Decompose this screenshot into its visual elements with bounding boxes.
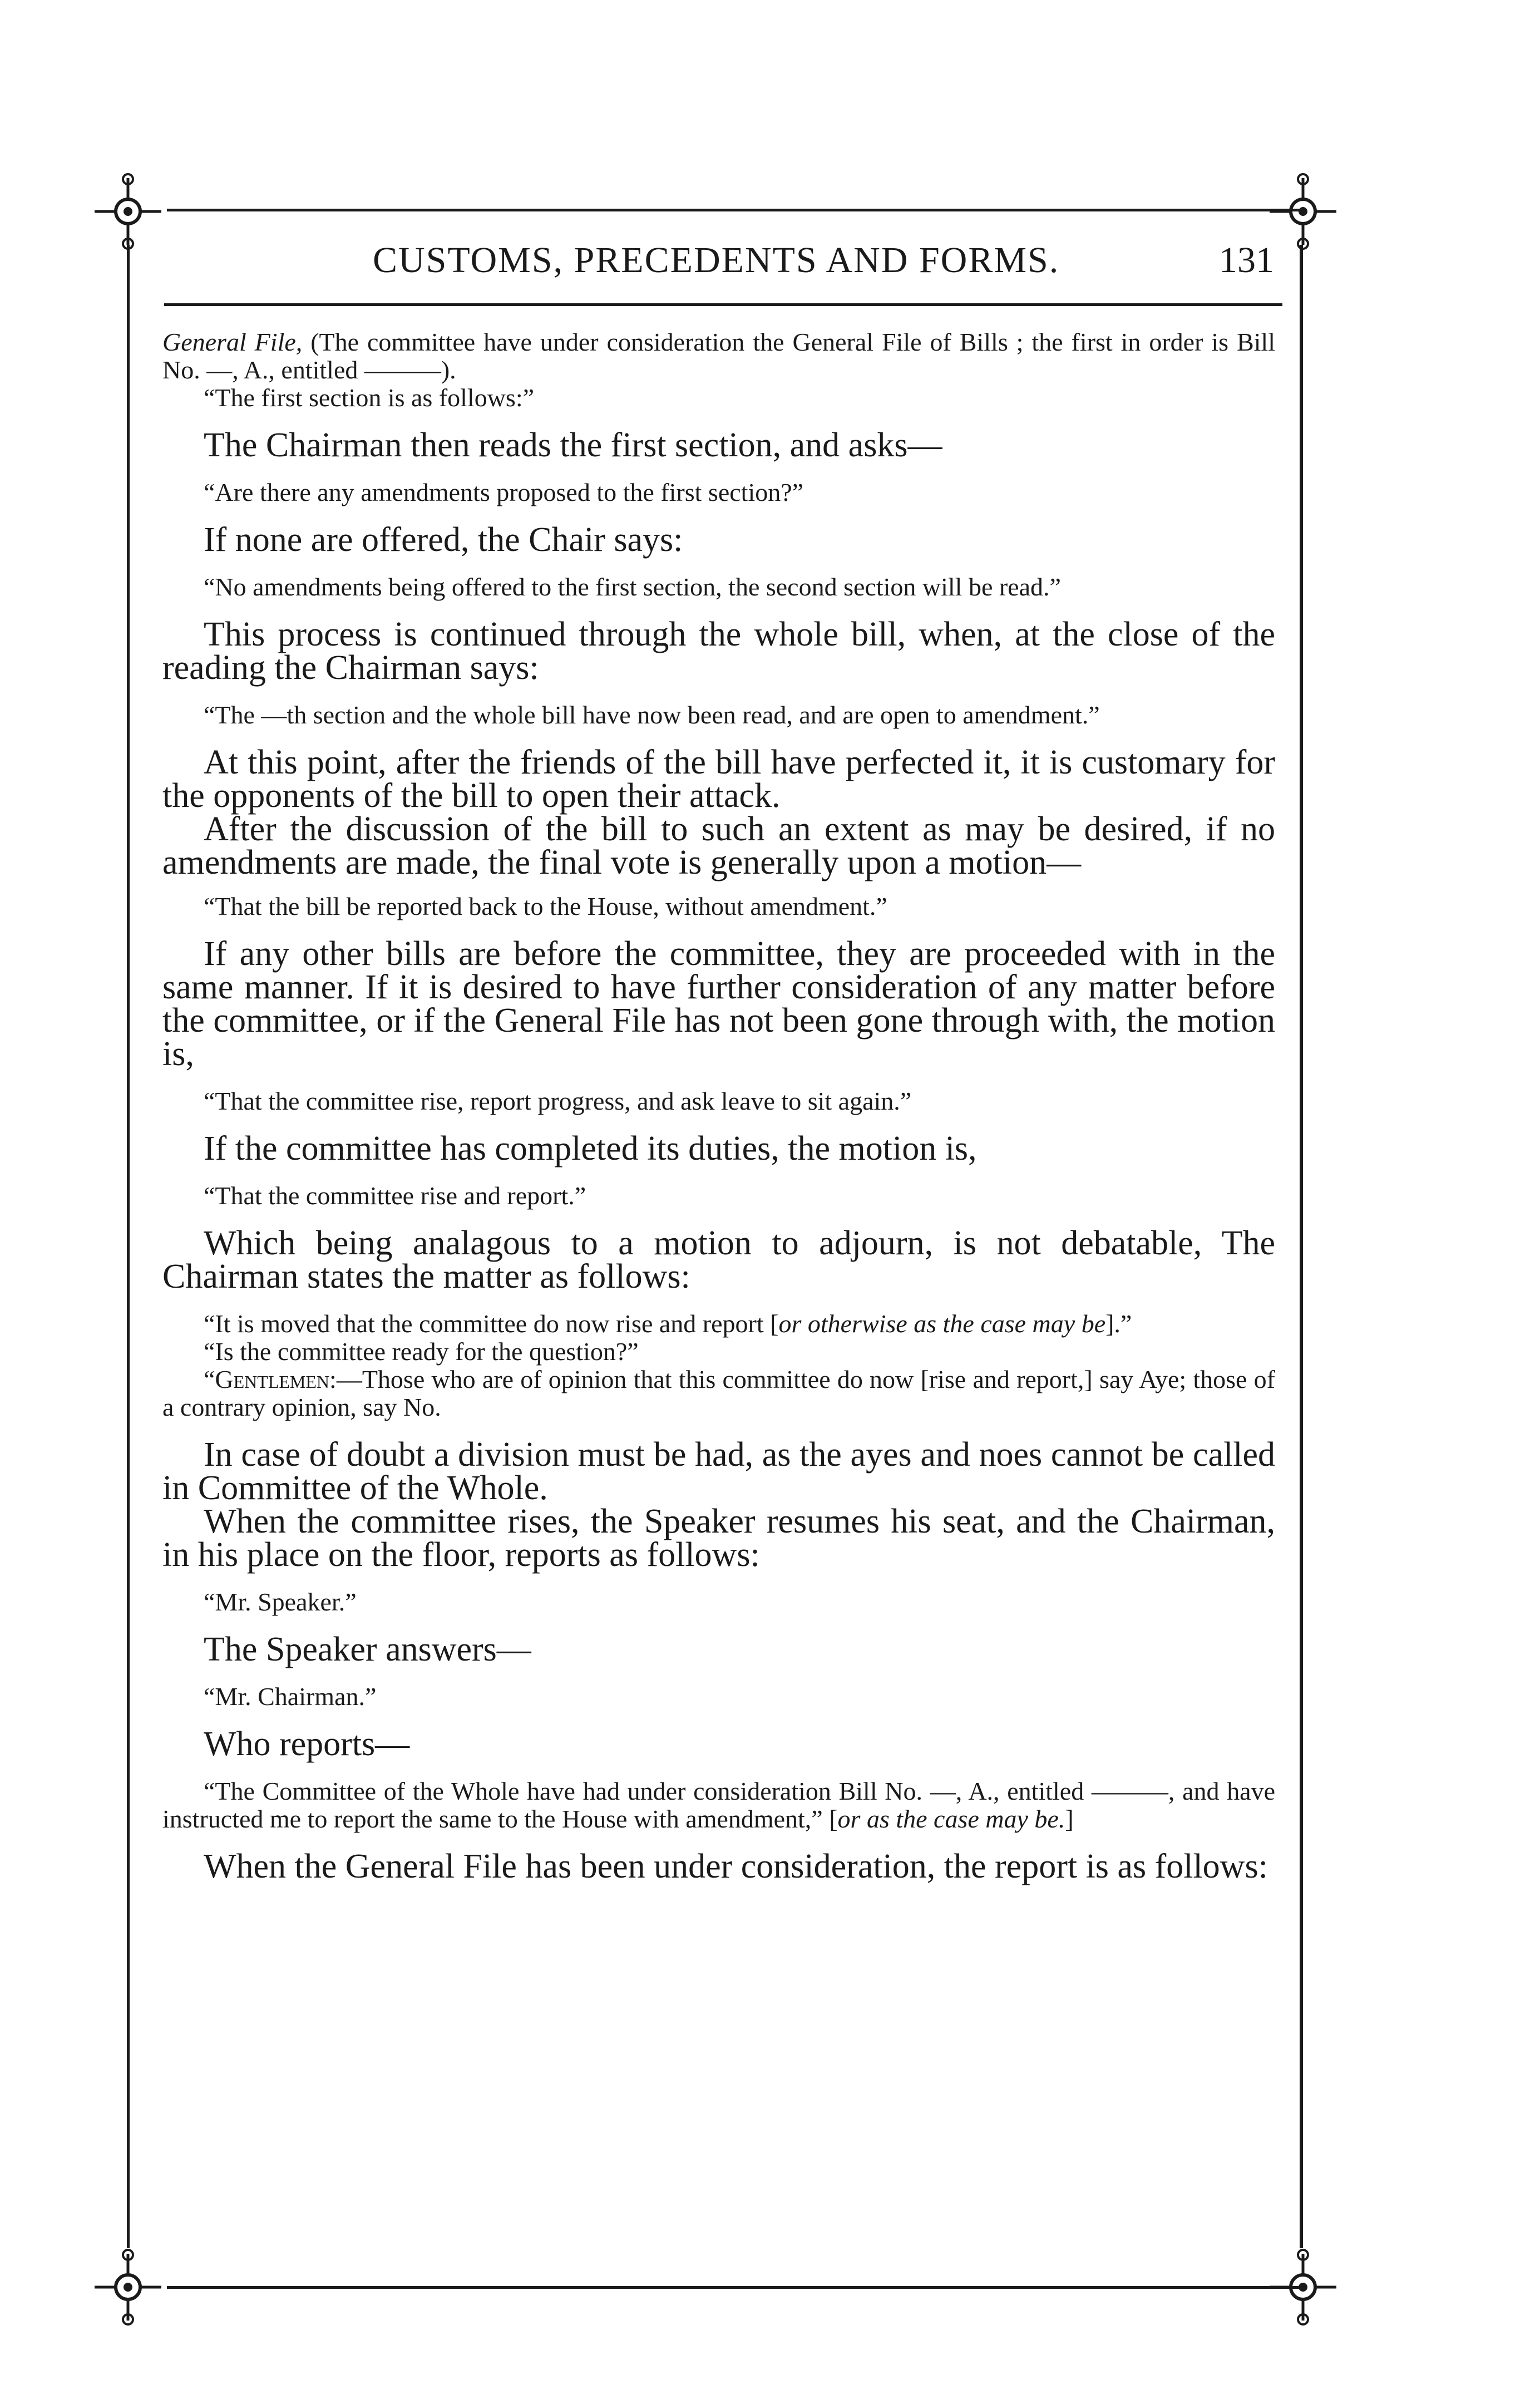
quote-mr-chairman: “Mr. Chairman.”: [204, 1682, 377, 1711]
paragraph-committee-rises: When the committee rises, the Speaker resumes his seat, and the Chairman, in his place on the floor, reports as follows:: [162, 1502, 1275, 1574]
paragraph-analagous: Which being analagous to a motion to adjourn, is not debatable, The Chairman states the matter as follows:: [162, 1224, 1275, 1295]
quote-amendments-proposed: “Are there any amendments proposed to the first section?”: [204, 478, 804, 506]
ornament-top-left-icon: [89, 173, 167, 250]
ornament-top-right-icon: [1264, 173, 1342, 250]
page-header: [161, 239, 1285, 300]
quote-reported-back: “That the bill be reported back to the House, without amendment.”: [204, 892, 887, 920]
general-file-text: (The committee have under consideration the General File of Bills ; the first in order is Bill No. —, A., entitled ———).: [162, 328, 1275, 384]
quote-rise-report-progress: “That the committee rise, report progress, and ask leave to sit again.”: [204, 1087, 912, 1115]
paragraph-other-bills: If any other bills are before the committee, they are proceeded with in the same manner. If it is desired to have further consideration of any matter before the committee, or if the General File has not been gone through with, the motion is,: [162, 935, 1275, 1073]
quote-rise-and-report: “That the committee rise and report.”: [204, 1181, 586, 1210]
ornament-bottom-right-icon: [1264, 2248, 1342, 2326]
paragraph-general-file-report: When the General File has been under consideration, the report is as follows:: [204, 1848, 1268, 1885]
quote-mr-speaker: “Mr. Speaker.”: [204, 1588, 357, 1616]
page-body: [162, 328, 1275, 1883]
paragraph-none-offered: If none are offered, the Chair says:: [204, 521, 683, 559]
quote-no-amendments: “No amendments being offered to the first section, the second section will be read.”: [204, 573, 1061, 601]
paragraph-completed-duties: If the committee has completed its duties, the motion is,: [204, 1130, 977, 1167]
quote-committee-report: “The Committee of the Whole have had under consideration Bill No. —, A., entitled ———, and have instructed me to report the same to the House with amendment,” [or as the case may be.]: [162, 1777, 1275, 1833]
frame-left-rule: [127, 245, 130, 2248]
quote-gentlemen: “Gentlemen:—Those who are of opinion that this committee do now [rise and report,] say Aye; those of a contrary opinion, say No.: [162, 1365, 1275, 1421]
paragraph-after-discussion: After the discussion of the bill to such an extent as may be desired, if no amendments are made, the final vote is generally upon a motion—: [162, 810, 1275, 881]
paragraph-process-continued: This process is continued through the whole bill, when, at the close of the reading the Chairman says:: [162, 615, 1275, 687]
header-rule: [164, 303, 1282, 306]
paragraph-speaker-answers: The Speaker answers—: [204, 1630, 531, 1668]
general-file-label: General File,: [162, 328, 303, 356]
ornament-bottom-left-icon: [89, 2248, 167, 2326]
paragraph-at-this-point: At this point, after the friends of the bill have perfected it, it is customary for the opponents of the bill to open their attack.: [162, 743, 1275, 815]
paragraph-who-reports: Who reports—: [204, 1725, 410, 1763]
quote-moved-rise: “It is moved that the committee do now rise and report [or otherwise as the case may be].”: [204, 1309, 1132, 1338]
page-number: 131: [1219, 240, 1274, 280]
running-title: CUSTOMS, PRECEDENTS AND FORMS.: [373, 240, 1060, 280]
paragraph-case-of-doubt: In case of doubt a division must be had, as the ayes and noes cannot be called in Committee of the Whole.: [162, 1436, 1275, 1507]
quote-whole-bill-read: “The —th section and the whole bill have now been read, and are open to amendment.”: [204, 701, 1100, 729]
frame-bottom-rule: [167, 2286, 1302, 2289]
frame-top-rule: [167, 209, 1302, 211]
quote-ready-question: “Is the committee ready for the question?”: [204, 1337, 639, 1366]
quote-first-section: “The first section is as follows:”: [204, 383, 535, 412]
paragraph-chairman-reads: The Chairman then reads the first section, and asks—: [204, 426, 942, 464]
frame-right-rule: [1300, 245, 1303, 2248]
paragraph-general-file: [162, 328, 1275, 384]
